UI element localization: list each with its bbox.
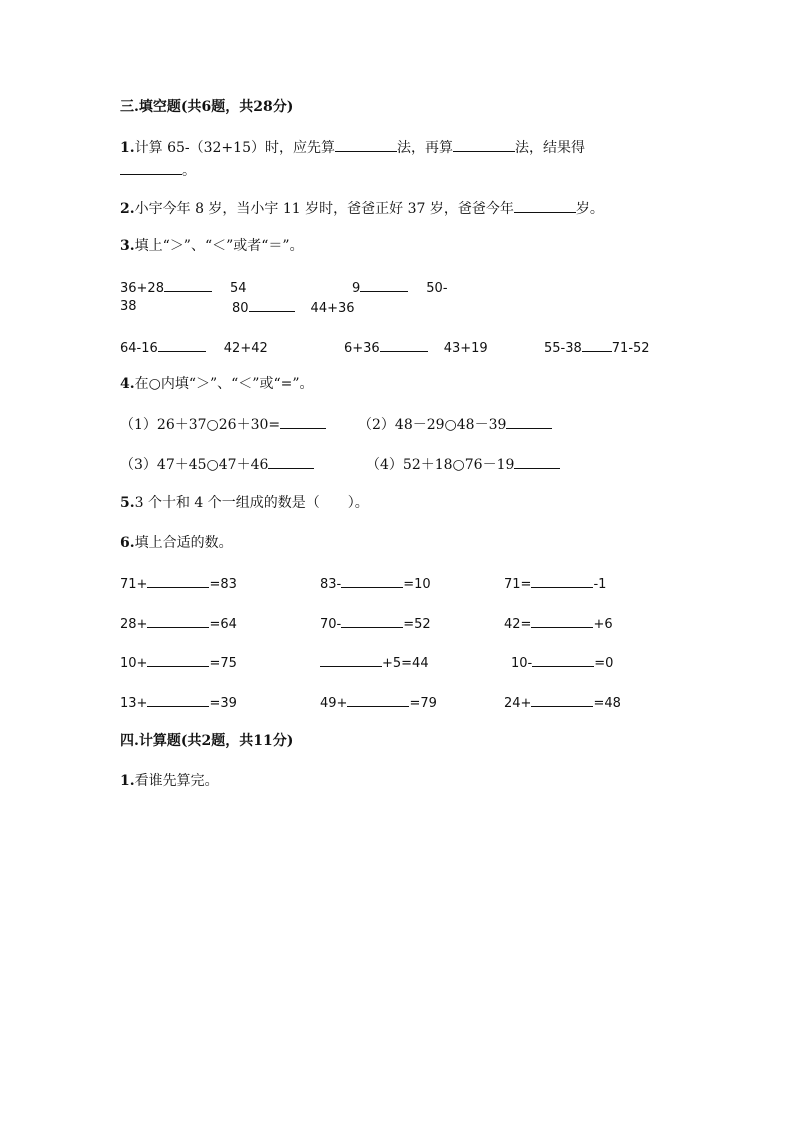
answer-blank[interactable] [531,573,593,588]
answer-blank[interactable] [147,652,209,667]
answer-blank[interactable] [360,277,408,292]
fill-number-item [320,692,437,714]
expr-pre: 70- [320,617,342,632]
answer-blank[interactable] [280,414,326,429]
expr-pre: 83- [320,577,342,592]
question-2 [120,198,604,219]
fill-number-item [320,573,431,595]
expr-left: 64-16 [120,341,158,356]
fill-number-item [120,573,237,595]
question-text: 岁。 [575,201,604,217]
expr-post: =0 [594,656,614,671]
answer-blank[interactable] [120,160,182,175]
fill-number-item [504,573,606,595]
answer-blank[interactable] [582,337,612,352]
question-4 [120,374,314,394]
question-5 [120,493,369,513]
expr-pre: 13+ [120,696,148,711]
circle-compare-item [366,454,560,475]
section-4-title: 四.计算题(共2题，共11分) [120,733,294,749]
question-text: 。 [182,163,196,179]
expr: （1）26＋37○26＋30= [120,417,281,433]
expr: （2）48－29○48－39 [358,417,507,433]
answer-blank[interactable] [347,692,409,707]
question-1 [120,137,585,158]
fill-number-item [320,652,429,674]
compare-item-cont: 38 [120,299,137,314]
answer-blank[interactable] [268,454,314,469]
question-number: 4. [120,376,135,392]
compare-item [120,337,268,359]
answer-blank[interactable] [341,613,403,628]
expr-left: 36+28 [120,281,164,296]
compare-item [232,297,355,319]
fill-number-item [120,613,237,635]
question-number: 2. [120,201,135,217]
answer-blank[interactable] [514,454,560,469]
answer-blank[interactable] [158,337,206,352]
answer-blank[interactable] [164,277,212,292]
answer-blank[interactable] [335,137,397,152]
fill-number-item [120,652,237,674]
compare-item [344,337,488,359]
expr-post: =10 [403,577,431,592]
answer-blank[interactable] [147,692,209,707]
expr-left: 6+36 [344,341,380,356]
answer-blank[interactable] [531,692,593,707]
fill-number-item [511,652,613,674]
expr-left: 80 [232,301,249,316]
expr-post: =64 [209,617,237,632]
expr-pre: 28+ [120,617,148,632]
compare-item [352,277,448,299]
expr-pre: 24+ [504,696,532,711]
answer-blank[interactable] [320,652,382,667]
expr-right: 42+42 [223,341,268,356]
expr-left: 55-38 [544,341,582,356]
expr-post: +6 [593,617,613,632]
question-number: 3. [120,238,135,254]
question-text: 3 个十和 4 个一组成的数是（ ）。 [134,495,369,511]
question-text: 填上合适的数。 [134,535,233,551]
expr-post: =39 [209,696,237,711]
circle-compare-item [120,454,314,475]
expr-post: =75 [209,656,237,671]
expr-post: =79 [409,696,437,711]
fill-number-item [320,613,431,635]
section-3-title: 三.填空题(共6题，共28分) [120,99,294,115]
circle-compare-item [120,414,326,435]
compare-item [120,277,247,299]
expr-pre: 42= [504,617,532,632]
expr-right: 43+19 [443,341,488,356]
expr-right: 71-52 [611,341,650,356]
question-3 [120,236,304,256]
expr: （4）52＋18○76－19 [366,457,515,473]
expr-post: =52 [403,617,431,632]
compare-item [544,337,650,359]
answer-blank[interactable] [341,573,403,588]
answer-blank[interactable] [249,297,295,312]
expr-pre: 71= [504,577,532,592]
answer-blank[interactable] [380,337,428,352]
expr-post: +5=44 [382,656,429,671]
answer-blank[interactable] [147,613,209,628]
question-text: 在○内填“＞”、“＜”或“=”。 [134,376,314,392]
question-number: 1. [120,140,135,156]
expr-right: 44+36 [310,301,355,316]
question-text: 看谁先算完。 [134,773,219,789]
expr: （3）47＋45○47＋46 [120,457,269,473]
question-number: 6. [120,535,135,551]
expr-pre: 71+ [120,577,148,592]
question-number: 5. [120,495,135,511]
expr-post: =48 [593,696,621,711]
question-6 [120,533,233,553]
expr-pre: 10- [511,656,533,671]
answer-blank[interactable] [514,198,576,213]
question-text: 填上“＞”、“＜”或者“＝”。 [134,238,304,254]
expr-left: 9 [352,281,361,296]
expr-post: -1 [593,577,607,592]
fill-number-item [504,692,621,714]
expr-pre: 10+ [120,656,148,671]
expr-post: =83 [209,577,237,592]
question-text: 小宇今年 8 岁，当小宇 11 岁时，爸爸正好 37 岁，爸爸今年 [134,201,514,217]
expr-pre: 49+ [320,696,348,711]
fill-number-item [504,613,613,635]
expr-right: 50- [426,281,448,296]
answer-blank[interactable] [147,573,209,588]
circle-compare-item [358,414,552,435]
section-4-question-1 [120,771,219,791]
answer-blank[interactable] [506,414,552,429]
question-text: 法，再算 [396,140,453,156]
answer-blank[interactable] [532,652,594,667]
expr-right: 54 [229,281,247,296]
question-number: 1. [120,773,135,789]
question-1-cont [120,160,196,181]
fill-number-item [120,692,237,714]
answer-blank[interactable] [531,613,593,628]
question-text: 计算 65-（32+15）时，应先算 [134,140,335,156]
question-text: 法，结果得 [514,140,585,156]
answer-blank[interactable] [453,137,515,152]
